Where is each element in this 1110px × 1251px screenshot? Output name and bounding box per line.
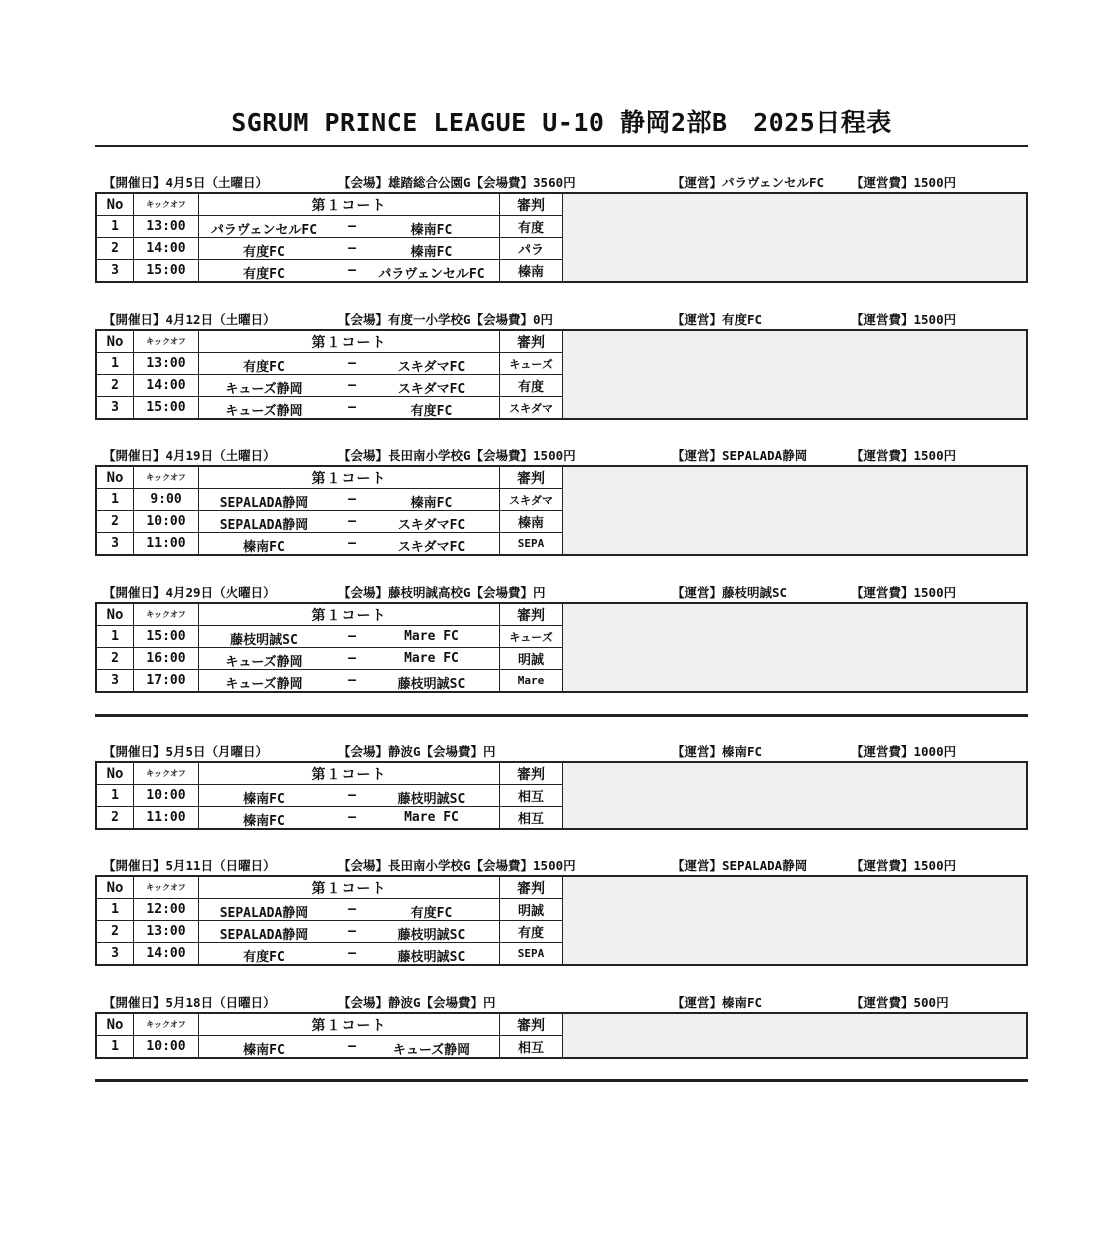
kickoff-time: 15:00: [134, 626, 199, 648]
home-team: SEPALADA静岡: [219, 906, 309, 921]
match-day-section: [95, 443, 1028, 556]
venue-info: 【会場】長田南小学校G【会場費】1500円: [338, 858, 576, 873]
home-team: キューズ静岡: [225, 655, 303, 670]
notes-area: [563, 193, 1028, 282]
col-header-no: No: [96, 876, 134, 899]
away-team: 藤枝明誠SC: [397, 792, 466, 807]
match-cell: [199, 397, 500, 420]
venue-info: 【会場】静波G【会場費】円: [338, 995, 496, 1010]
col-header-court: 第１コート: [199, 762, 500, 785]
versus-dash: ―: [348, 673, 356, 688]
col-header-court: 第１コート: [199, 1013, 500, 1036]
col-header-court: 第１コート: [199, 466, 500, 489]
kickoff-time: 10:00: [134, 785, 199, 807]
operator-info: 【運営】パラヴェンセルFC: [672, 175, 825, 190]
col-header-no: No: [96, 466, 134, 489]
home-team: キューズ静岡: [225, 404, 303, 419]
match-day-section: [95, 580, 1028, 693]
match-cell: [199, 533, 500, 556]
match-day-header: [95, 307, 1028, 329]
match-number: 1: [96, 626, 134, 648]
match-cell: [199, 375, 500, 397]
kickoff-time: 11:00: [134, 807, 199, 830]
operator-info: 【運営】有度FC: [672, 312, 763, 327]
kickoff-time: 15:00: [134, 397, 199, 420]
match-number: 1: [96, 353, 134, 375]
match-cell: [199, 921, 500, 943]
referee: パラ: [500, 238, 563, 260]
kickoff-time: 14:00: [134, 238, 199, 260]
match-table: [95, 875, 1028, 966]
referee: 榛南: [500, 511, 563, 533]
away-team: スキダマFC: [397, 360, 466, 375]
operator-fee: 【運営費】1500円: [851, 312, 957, 327]
match-day-section: [95, 170, 1028, 283]
table-header-row: [96, 1013, 1027, 1036]
match-number: 2: [96, 238, 134, 260]
operator-info: 【運営】榛南FC: [672, 744, 763, 759]
home-team: パラヴェンセルFC: [210, 223, 318, 238]
versus-dash: ―: [348, 356, 356, 371]
home-team: 榛南FC: [243, 792, 285, 807]
kickoff-time: 16:00: [134, 648, 199, 670]
kickoff-time: 13:00: [134, 921, 199, 943]
referee: スキダマ: [500, 489, 563, 511]
operator-info: 【運営】榛南FC: [672, 995, 763, 1010]
match-number: 1: [96, 216, 134, 238]
referee: 有度: [500, 216, 563, 238]
col-header-kickoff: キックオフ: [134, 466, 199, 489]
col-header-no: No: [96, 603, 134, 626]
operator-info: 【運営】SEPALADA静岡: [672, 448, 808, 463]
away-team: Mare FC: [404, 810, 459, 825]
operator-info: 【運営】藤枝明誠SC: [672, 585, 788, 600]
kickoff-time: 12:00: [134, 899, 199, 921]
match-number: 3: [96, 260, 134, 283]
match-number: 3: [96, 533, 134, 556]
match-table: [95, 602, 1028, 693]
referee: SEPA: [500, 943, 563, 966]
away-team: 榛南FC: [410, 223, 453, 238]
match-cell: [199, 489, 500, 511]
match-day-section: [95, 990, 1028, 1059]
match-table: [95, 1012, 1028, 1059]
kickoff-time: 17:00: [134, 670, 199, 693]
match-day-section: [95, 853, 1028, 966]
operator-info: 【運営】SEPALADA静岡: [672, 858, 808, 873]
home-team: SEPALADA静岡: [219, 518, 309, 533]
match-date: 【開催日】4月19日（土曜日）: [103, 448, 276, 463]
bottom-divider: [95, 1079, 1028, 1082]
referee: SEPA: [500, 533, 563, 556]
match-cell: [199, 785, 500, 807]
match-table: [95, 192, 1028, 283]
operator-fee: 【運営費】1500円: [851, 175, 957, 190]
referee: 有度: [500, 921, 563, 943]
home-team: 有度FC: [243, 360, 285, 375]
match-number: 2: [96, 807, 134, 830]
away-team: 藤枝明誠SC: [397, 677, 466, 692]
col-header-kickoff: キックオフ: [134, 603, 199, 626]
notes-area: [563, 603, 1028, 692]
match-day-header: [95, 990, 1028, 1012]
referee: キューズ: [500, 626, 563, 648]
middle-divider: [95, 714, 1028, 717]
match-day-section: [95, 739, 1028, 830]
away-team: 榛南FC: [410, 245, 453, 260]
referee: 榛南: [500, 260, 563, 283]
page-title: SGRUM PRINCE LEAGUE U-10 静岡2部B 2025日程表: [231, 108, 892, 137]
match-cell: [199, 1036, 500, 1059]
kickoff-time: 14:00: [134, 943, 199, 966]
table-header-row: [96, 876, 1027, 899]
away-team: スキダマFC: [397, 540, 466, 555]
kickoff-time: 15:00: [134, 260, 199, 283]
notes-area: [563, 330, 1028, 419]
versus-dash: ―: [348, 1039, 356, 1054]
col-header-kickoff: キックオフ: [134, 193, 199, 216]
col-header-kickoff: キックオフ: [134, 762, 199, 785]
match-cell: [199, 899, 500, 921]
match-date: 【開催日】4月12日（土曜日）: [103, 312, 276, 327]
venue-info: 【会場】雄踏総合公園G【会場費】3560円: [338, 175, 576, 190]
match-day-header: [95, 443, 1028, 465]
kickoff-time: 14:00: [134, 375, 199, 397]
away-team: Mare FC: [404, 651, 459, 666]
away-team: パラヴェンセルFC: [378, 267, 485, 282]
versus-dash: ―: [348, 514, 356, 529]
home-team: SEPALADA静岡: [219, 496, 309, 511]
away-team: 藤枝明誠SC: [397, 928, 466, 943]
col-header-court: 第１コート: [199, 603, 500, 626]
versus-dash: ―: [348, 788, 356, 803]
match-table: [95, 465, 1028, 556]
notes-area: [563, 876, 1028, 965]
kickoff-time: 13:00: [134, 353, 199, 375]
match-cell: [199, 670, 500, 693]
notes-area: [563, 466, 1028, 555]
top-divider: [95, 145, 1028, 147]
col-header-referee: 審判: [500, 603, 563, 626]
match-cell: [199, 260, 500, 283]
col-header-court: 第１コート: [199, 330, 500, 353]
versus-dash: ―: [348, 536, 356, 551]
referee: 相互: [500, 1036, 563, 1059]
away-team: 有度FC: [410, 404, 453, 419]
home-team: 藤枝明誠SC: [230, 633, 298, 648]
match-cell: [199, 238, 500, 260]
home-team: 榛南FC: [243, 1043, 285, 1058]
home-team: 有度FC: [243, 267, 285, 282]
match-number: 2: [96, 648, 134, 670]
away-team: 藤枝明誠SC: [397, 950, 466, 965]
col-header-referee: 審判: [500, 466, 563, 489]
away-team: スキダマFC: [397, 382, 466, 397]
operator-fee: 【運営費】1500円: [851, 448, 957, 463]
col-header-court: 第１コート: [199, 876, 500, 899]
versus-dash: ―: [348, 924, 356, 939]
operator-fee: 【運営費】1500円: [851, 585, 957, 600]
match-cell: [199, 511, 500, 533]
kickoff-time: 10:00: [134, 511, 199, 533]
away-team: キューズ静岡: [392, 1043, 471, 1058]
versus-dash: ―: [348, 400, 356, 415]
match-number: 2: [96, 511, 134, 533]
match-date: 【開催日】5月5日（月曜日）: [103, 744, 269, 759]
col-header-kickoff: キックオフ: [134, 876, 199, 899]
referee: 明誠: [500, 648, 563, 670]
venue-info: 【会場】藤枝明誠高校G【会場費】円: [338, 585, 546, 600]
match-number: 1: [96, 899, 134, 921]
home-team: キューズ静岡: [225, 382, 303, 397]
kickoff-time: 11:00: [134, 533, 199, 556]
match-date: 【開催日】4月29日（火曜日）: [103, 585, 276, 600]
match-number: 1: [96, 785, 134, 807]
referee: 相互: [500, 785, 563, 807]
col-header-no: No: [96, 762, 134, 785]
match-cell: [199, 626, 500, 648]
col-header-court: 第１コート: [199, 193, 500, 216]
col-header-no: No: [96, 330, 134, 353]
table-header-row: [96, 603, 1027, 626]
venue-info: 【会場】静波G【会場費】円: [338, 744, 496, 759]
match-date: 【開催日】5月11日（日曜日）: [103, 858, 276, 873]
referee: 有度: [500, 375, 563, 397]
col-header-referee: 審判: [500, 1013, 563, 1036]
match-table: [95, 329, 1028, 420]
venue-info: 【会場】有度一小学校G【会場費】0円: [338, 312, 554, 327]
match-number: 1: [96, 1036, 134, 1059]
away-team: Mare FC: [404, 629, 459, 644]
col-header-referee: 審判: [500, 762, 563, 785]
kickoff-time: 10:00: [134, 1036, 199, 1059]
match-number: 2: [96, 921, 134, 943]
match-date: 【開催日】4月5日（土曜日）: [103, 175, 269, 190]
col-header-referee: 審判: [500, 876, 563, 899]
match-day-header: [95, 580, 1028, 602]
match-number: 3: [96, 670, 134, 693]
versus-dash: ―: [348, 241, 356, 256]
match-day-header: [95, 853, 1028, 875]
match-number: 1: [96, 489, 134, 511]
venue-info: 【会場】長田南小学校G【会場費】1500円: [338, 448, 576, 463]
match-cell: [199, 216, 500, 238]
away-team: スキダマFC: [397, 518, 466, 533]
match-day-section: [95, 307, 1028, 420]
match-cell: [199, 648, 500, 670]
match-number: 3: [96, 943, 134, 966]
col-header-kickoff: キックオフ: [134, 330, 199, 353]
notes-area: [563, 762, 1028, 829]
home-team: キューズ静岡: [225, 677, 303, 692]
home-team: 有度FC: [243, 245, 285, 260]
match-date: 【開催日】5月18日（日曜日）: [103, 995, 276, 1010]
table-header-row: [96, 193, 1027, 216]
operator-fee: 【運営費】500円: [851, 995, 949, 1010]
match-cell: [199, 943, 500, 966]
match-table: [95, 761, 1028, 830]
table-header-row: [96, 330, 1027, 353]
home-team: 榛南FC: [243, 814, 285, 829]
referee: 明誠: [500, 899, 563, 921]
versus-dash: ―: [348, 263, 356, 278]
col-header-kickoff: キックオフ: [134, 1013, 199, 1036]
home-team: 有度FC: [243, 950, 285, 965]
match-day-header: [95, 170, 1028, 192]
kickoff-time: 13:00: [134, 216, 199, 238]
match-day-header: [95, 739, 1028, 761]
home-team: 榛南FC: [243, 540, 285, 555]
referee: スキダマ: [500, 397, 563, 420]
versus-dash: ―: [348, 946, 356, 961]
kickoff-time: 9:00: [134, 489, 199, 511]
away-team: 有度FC: [410, 906, 453, 921]
away-team: 榛南FC: [410, 496, 453, 511]
referee: Mare: [500, 670, 563, 693]
col-header-referee: 審判: [500, 330, 563, 353]
col-header-no: No: [96, 1013, 134, 1036]
match-cell: [199, 353, 500, 375]
versus-dash: ―: [348, 651, 356, 666]
col-header-referee: 審判: [500, 193, 563, 216]
notes-area: [563, 1013, 1028, 1058]
versus-dash: ―: [348, 629, 356, 644]
match-number: 3: [96, 397, 134, 420]
table-header-row: [96, 466, 1027, 489]
versus-dash: ―: [348, 378, 356, 393]
col-header-no: No: [96, 193, 134, 216]
operator-fee: 【運営費】1500円: [851, 858, 957, 873]
versus-dash: ―: [348, 902, 356, 917]
match-number: 2: [96, 375, 134, 397]
referee: キューズ: [500, 353, 563, 375]
versus-dash: ―: [348, 219, 356, 234]
versus-dash: ―: [348, 492, 356, 507]
versus-dash: ―: [348, 810, 356, 825]
home-team: SEPALADA静岡: [219, 928, 309, 943]
match-cell: [199, 807, 500, 830]
referee: 相互: [500, 807, 563, 830]
table-header-row: [96, 762, 1027, 785]
operator-fee: 【運営費】1000円: [851, 744, 957, 759]
